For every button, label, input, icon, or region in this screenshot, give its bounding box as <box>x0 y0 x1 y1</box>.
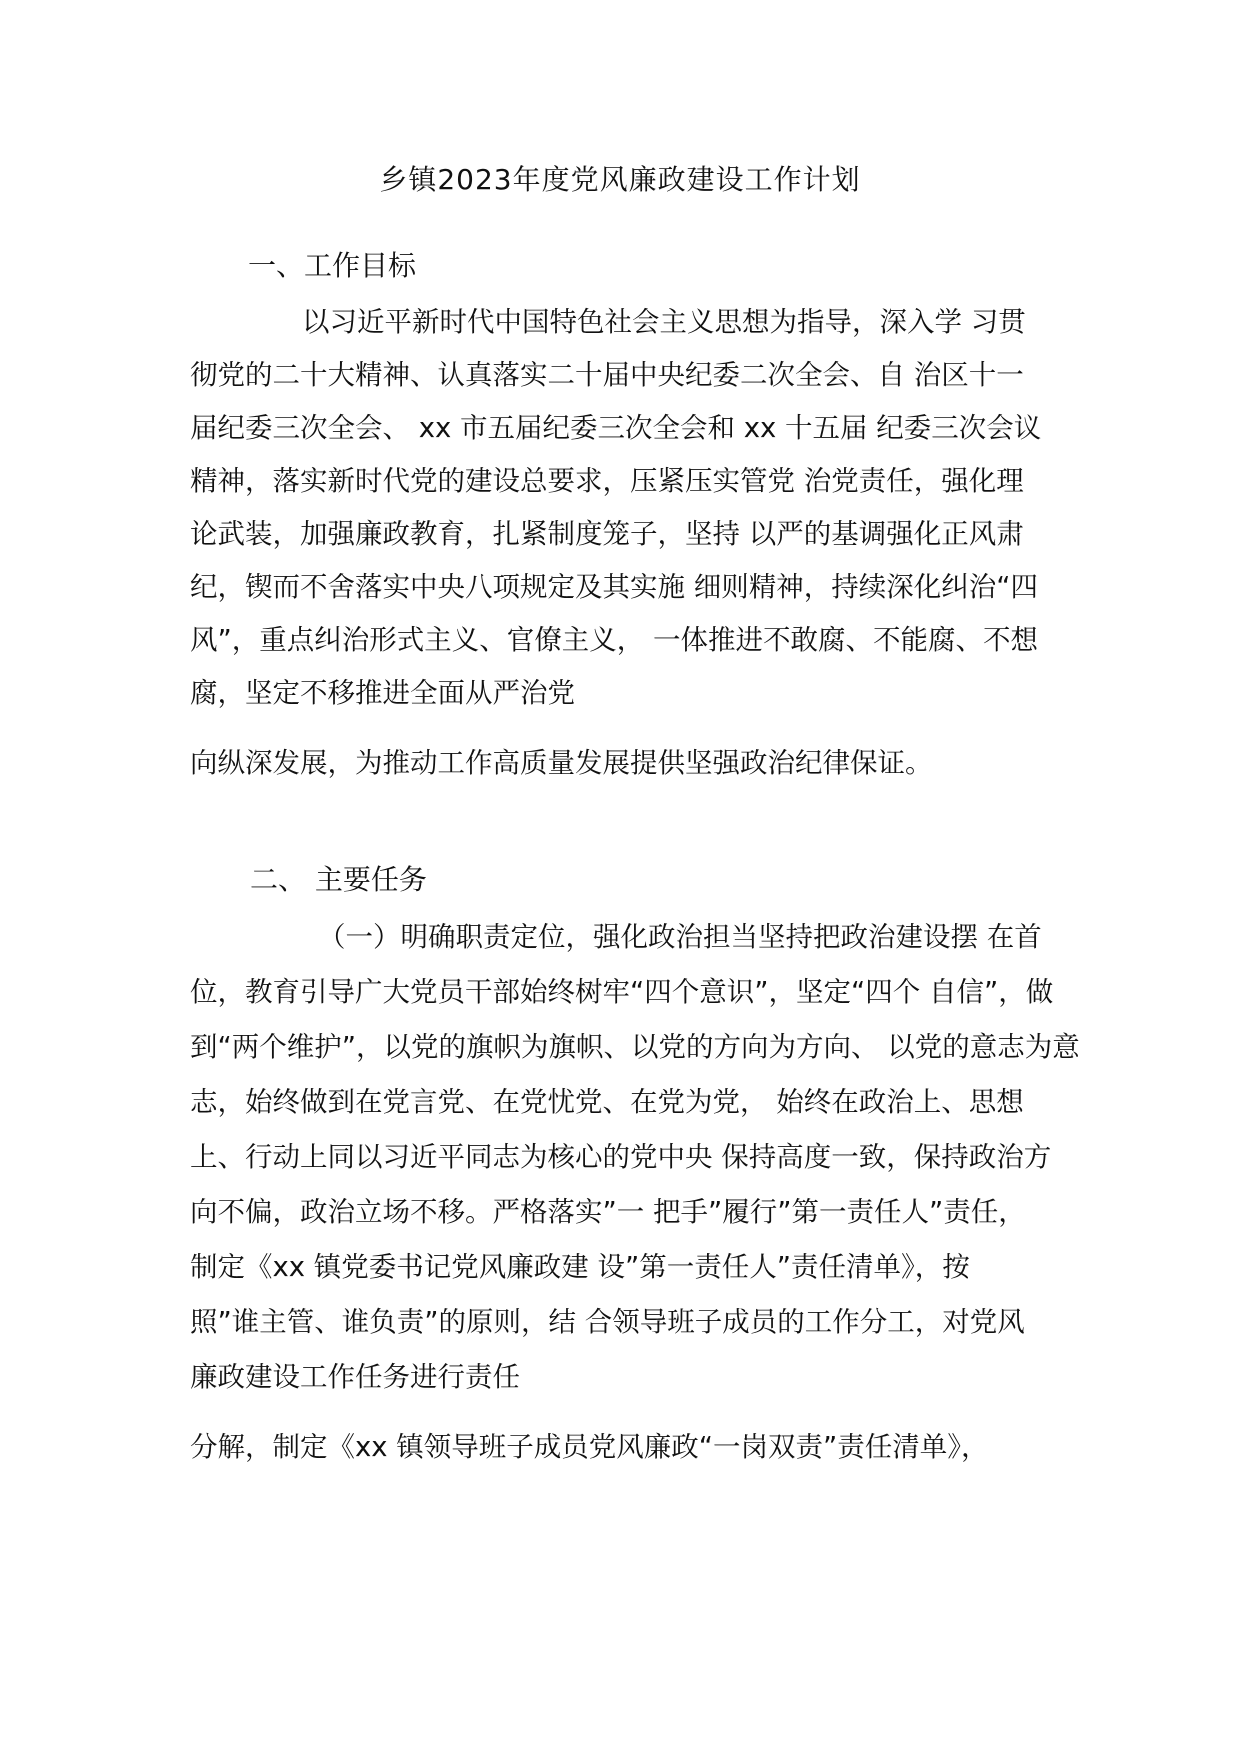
paragraph-line: 分解，制定《xx 镇领导班子成员党风廉政“一岗双责”责任清单》， <box>190 1431 989 1463</box>
paragraph-line: 制定《xx 镇党委书记党风廉政建 设”第一责任人”责任清单》，按 <box>190 1251 970 1283</box>
paragraph-line: 到“两个维护”，以党的旗帜为旗帜、以党的方向为方向、 以党的意志为意 <box>190 1031 1080 1063</box>
paragraph-line: 彻党的二十大精神、认真落实二十届中央纪委二次全会、自 治区十一 <box>190 359 1024 391</box>
section-heading-main-tasks: 二、 主要任务 <box>250 863 427 896</box>
document-title: 乡镇2023年度党风廉政建设工作计划 <box>379 163 861 196</box>
paragraph-line: 向纵深发展，为推动工作高质量发展提供坚强政治纪律保证。 <box>190 747 933 779</box>
paragraph-line: 届纪委三次全会、 xx 市五届纪委三次全会和 xx 十五届 纪委三次会议 <box>190 412 1042 444</box>
paragraph-line: （一）明确职责定位，强化政治担当坚持把政治建设摆 在首 <box>318 921 1042 953</box>
paragraph-line: 廉政建设工作任务进行责任 <box>190 1361 520 1393</box>
paragraph-line: 腐，坚定不移推进全面从严治党 <box>190 677 575 709</box>
paragraph-line: 位，教育引导广大党员干部始终树牢“四个意识”，坚定“四个 自信”，做 <box>190 976 1054 1008</box>
paragraph-line: 纪，锲而不舍落实中央八项规定及其实施 细则精神，持续深化纠治“四 <box>190 571 1038 603</box>
paragraph-line: 志，始终做到在党言党、在党忧党、在党为党， 始终在政治上、思想 <box>190 1086 1024 1118</box>
section-heading-work-goals: 一、工作目标 <box>248 249 417 282</box>
paragraph-line: 风”，重点纠治形式主义、官僚主义， 一体推进不敢腐、不能腐、不想 <box>190 624 1038 656</box>
paragraph-line: 精神，落实新时代党的建设总要求，压紧压实管党 治党责任，强化理 <box>190 465 1024 497</box>
paragraph-line: 照”谁主管、谁负责”的原则，结 合领导班子成员的工作分工，对党风 <box>190 1306 1025 1338</box>
paragraph-line: 上、行动上同以习近平同志为核心的党中央 保持高度一致，保持政治方 <box>190 1141 1052 1173</box>
paragraph-line: 论武装，加强廉政教育，扎紧制度笼子，坚持 以严的基调强化正风肃 <box>190 518 1024 550</box>
paragraph-line: 以习近平新时代中国特色社会主义思想为指导，深入学 习贯 <box>302 306 1026 338</box>
paragraph-line: 向不偏，政治立场不移。严格落实”一 把手”履行”第一责任人”责任， <box>190 1196 1026 1228</box>
